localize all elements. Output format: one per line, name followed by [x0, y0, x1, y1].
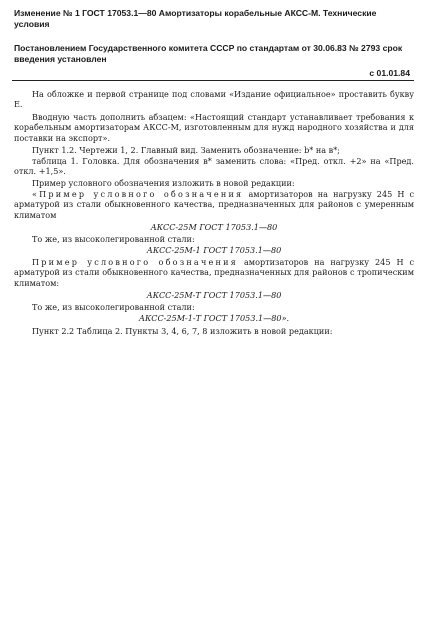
paragraph-cover: На обложке и первой странице под словами «Издание официальное» проставить букву Е. — [14, 89, 414, 110]
example-body-2: амортизаторов на нагрузку 245 Н с арматурой из стали обыкновенного качества, предназначенных для районов с тропическим климатом: — [14, 257, 415, 288]
decree-text: Постановлением Государственного комитета СССР по стандартам от 30.06.83 № 2793 срок введения установлен — [14, 43, 403, 64]
example-body: амортизаторов на нагрузку 245 Н с арматурой из стали обыкновенного качества, предназначенных для районов с умеренным климатом — [14, 189, 415, 220]
paragraph-example-2 — [14, 257, 414, 288]
paragraph-clause-2-2: Пункт 2.2 Таблица 2. Пункты 3, 4, 6, 7, 8 изложить в новой редакции: — [32, 326, 333, 336]
effective-date: с 01.01.84 — [369, 68, 410, 78]
designation-formula-1: АКСС-25М ГОСТ 17053.1—80 — [150, 222, 278, 232]
paragraph-intro: Вводную часть дополнить абзацем: «Настоящий стандарт устанавливает требования к корабельным амортизаторам АКСС-М, изготовленным для нужд народного хозяйства и для поставки на экспорт». — [14, 112, 414, 143]
designation-formula-2: АКСС-25М-1 ГОСТ 17053.1—80 — [146, 245, 282, 255]
paragraph-clause-1-2: Пункт 1.2. Чертежи 1, 2. Главный вид. Заменить обозначение: b* на в*; — [32, 145, 341, 155]
paragraph-example-1 — [14, 189, 414, 220]
paragraph-table-1: таблица 1. Головка. Для обозначения в* заменить слова: «Пред. откл. +2» на «Пред. откл. +1,5». — [14, 156, 414, 177]
designation-formula-4: АКСС-25М-1-Т ГОСТ 17053.1—80». — [138, 313, 290, 323]
paragraph-example-intro: Пример условного обозначения изложить в новой редакции: — [32, 178, 295, 188]
header-divider — [12, 80, 414, 81]
paragraph-same-steel-2: То же, из высоколегированной стали: — [32, 302, 195, 312]
example-lead: «Пример условного обозначения — [32, 189, 244, 199]
designation-formula-3: АКСС-25М-Т ГОСТ 17053.1—80 — [146, 290, 282, 300]
amendment-title: Изменение № 1 ГОСТ 17053.1—80 Амортизаторы корабельные АКСС-М. Технические условия — [14, 8, 377, 29]
paragraph-same-steel-1: То же, из высоколегированной стали: — [32, 234, 195, 244]
example-lead-2: Пример условного обозначения — [32, 257, 238, 267]
